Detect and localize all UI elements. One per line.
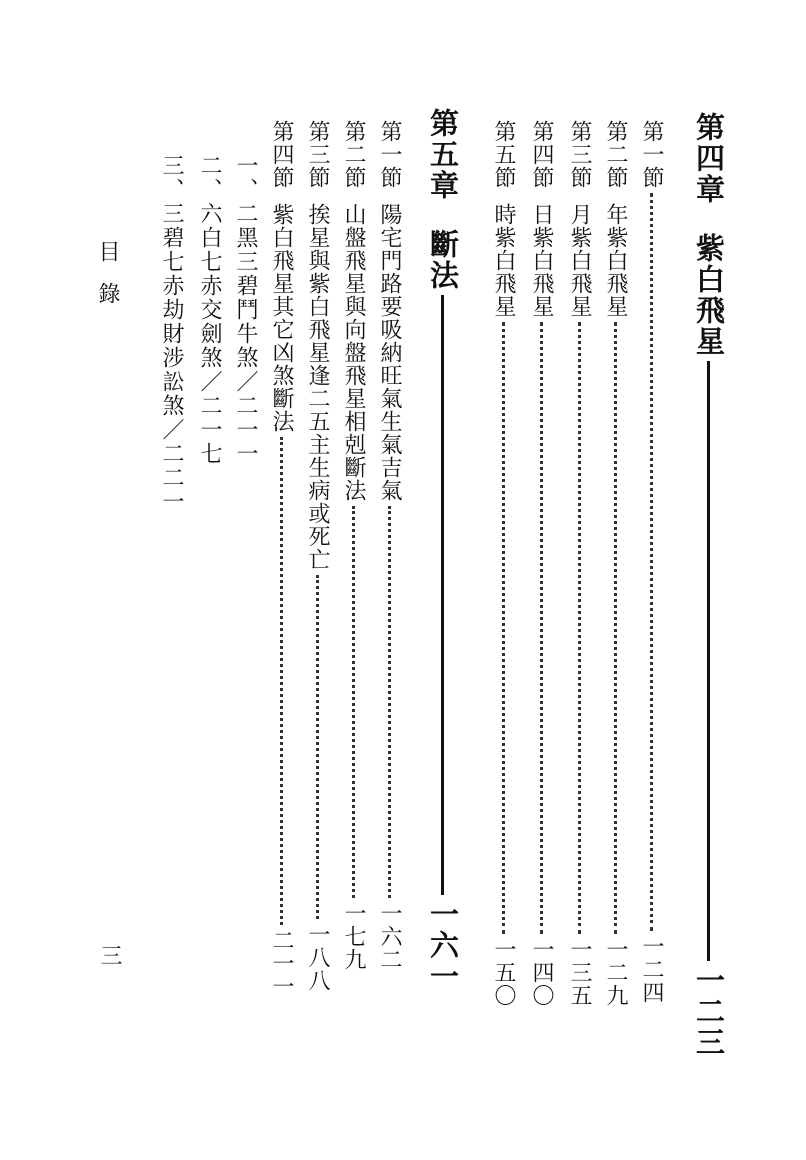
toc-section (270, 120, 292, 998)
toc-subitem (198, 154, 220, 466)
page-number: 一三五 (567, 938, 592, 1007)
section-title: 陽宅門路要吸納旺氣生氣吉氣 (377, 203, 402, 502)
leader-dots (352, 506, 355, 898)
page-number: 一五〇 (491, 938, 516, 1007)
page-number: 一八八 (305, 923, 330, 992)
subitem-text: 二、六白七赤交劍煞／二一七 (197, 154, 222, 466)
page-number: 一六一 (426, 899, 460, 992)
toc-chapter-4 (692, 112, 726, 1058)
subitem-text: 三、三碧七赤劫財涉訟煞／二二一 (159, 154, 184, 514)
toc-section (342, 120, 364, 971)
leader-dots (540, 322, 543, 934)
section-label: 第三節 (305, 120, 330, 189)
chapter-title: 斷法 (426, 229, 460, 291)
section-label: 第四節 (529, 120, 554, 189)
section-label: 第四節 (269, 120, 294, 189)
toc-subitem (234, 154, 256, 466)
chapter-label: 第五章 (426, 108, 460, 201)
page-number: 一六二 (377, 902, 402, 971)
section-label: 第一節 (377, 120, 402, 189)
toc-chapter-5 (426, 108, 460, 992)
running-title-text: 目錄 (95, 240, 120, 324)
page-number: 一二九 (603, 938, 628, 1007)
page-number: 一七九 (341, 902, 366, 971)
leader-dots (650, 193, 653, 931)
leader-line (707, 361, 710, 961)
section-label: 第二節 (603, 120, 628, 189)
chapter-title: 紫白飛星 (692, 233, 726, 357)
toc-section (530, 120, 552, 1007)
section-title: 年紫白飛星 (603, 203, 628, 318)
page-number: 二一一 (269, 929, 294, 998)
leader-dots (316, 575, 319, 919)
toc-section (492, 120, 514, 1007)
section-title: 時紫白飛星 (491, 203, 516, 318)
section-title: 挨星與紫白飛星逢二五主生病或死亡 (305, 203, 330, 571)
leader-dots (280, 437, 283, 925)
leader-dots (388, 506, 391, 898)
section-title: 月紫白飛星 (567, 203, 592, 318)
leader-dots (502, 322, 505, 934)
section-title: 山盤飛星與向盤飛星相剋斷法 (341, 203, 366, 502)
section-label: 第一節 (639, 120, 664, 189)
section-title: 紫白飛星其它凶煞斷法 (269, 203, 294, 433)
running-title (96, 240, 118, 324)
toc-section (604, 120, 626, 1007)
chapter-label: 第四章 (692, 112, 726, 205)
toc-section (568, 120, 590, 1007)
toc-subitem (160, 154, 182, 514)
section-title: 日紫白飛星 (529, 203, 554, 318)
page-number: 一二三 (692, 965, 726, 1058)
leader-dots (578, 322, 581, 934)
page-number: 一四〇 (529, 938, 554, 1007)
subitem-text: 一、二黑三碧鬥牛煞／二一一 (233, 154, 258, 466)
leader-dots (614, 322, 617, 934)
page-number: 一二四 (639, 935, 664, 1004)
page-number-footer (98, 944, 120, 966)
section-label: 第二節 (341, 120, 366, 189)
folio: 三 (97, 944, 122, 966)
section-label: 第三節 (567, 120, 592, 189)
leader-line (441, 295, 444, 895)
toc-section (306, 120, 328, 992)
section-label: 第五節 (491, 120, 516, 189)
toc-section (378, 120, 400, 971)
toc-section (640, 120, 662, 1004)
